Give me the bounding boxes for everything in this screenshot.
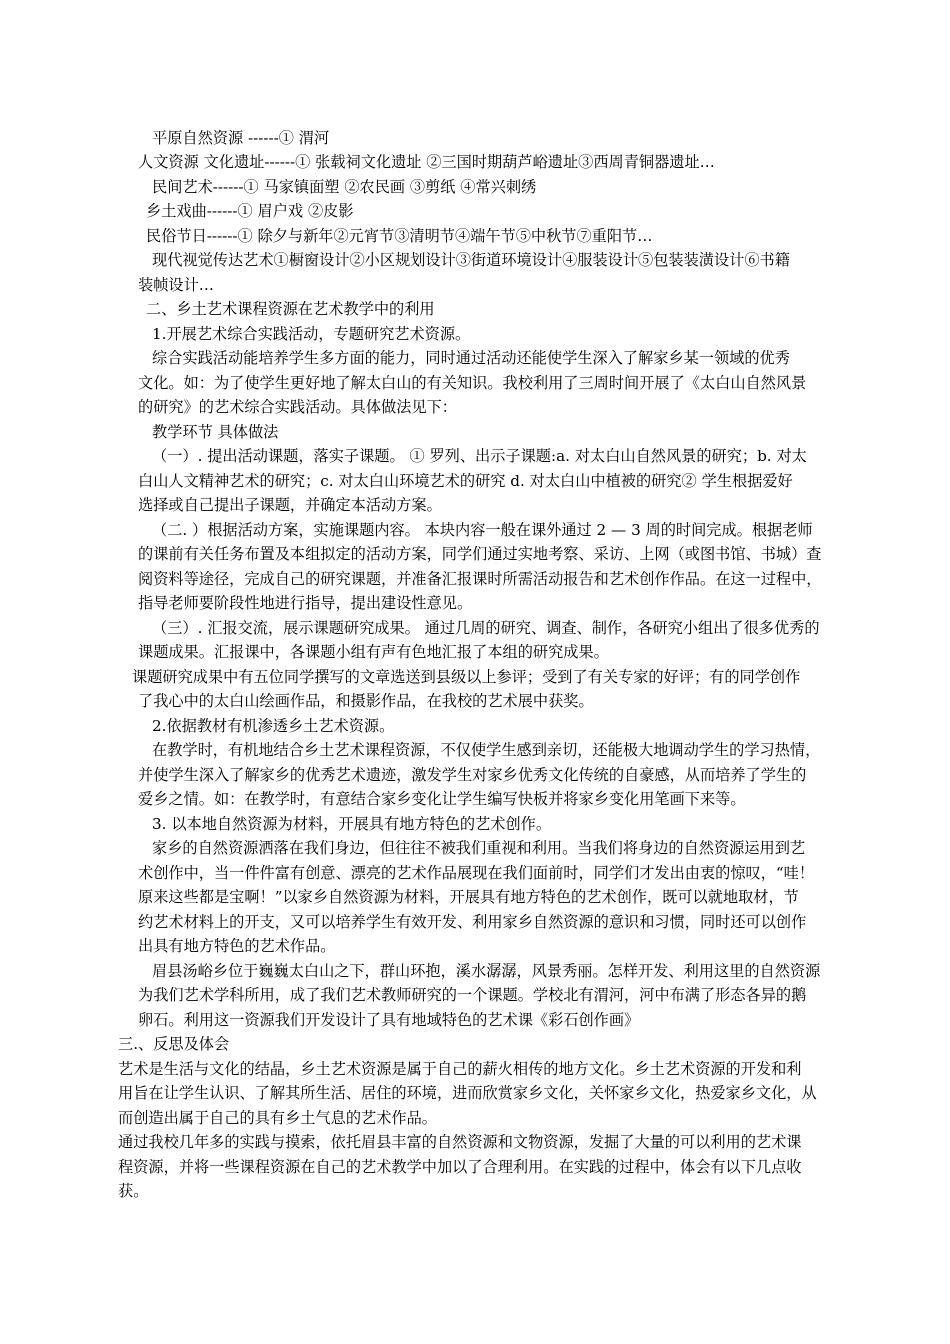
- text-line: 白山人文精神艺术的研究；c. 对太白山环境艺术的研究 d. 对太白山中植被的研究② 学生根据爱好: [138, 472, 793, 490]
- text-line: 家乡的自然资源洒落在我们身边，但往往不被我们重视和利用。当我们将身边的自然资源运用到艺: [152, 839, 806, 857]
- text-line: 的课前有关任务布置及本组拟定的活动方案，同学们通过实地考察、采访、上网（或图书馆、书城）查: [138, 545, 822, 563]
- subsection-heading: 3. 以本地自然资源为材料，开展具有地方特色的艺术创作。: [152, 815, 552, 833]
- text-line: 约艺术材料上的开支，又可以培养学生有效开发、利用家乡自然资源的意识和习惯，同时还可以创作: [138, 913, 807, 931]
- text-line: 通过我校几年多的实践与摸索，依托眉县丰富的自然资源和文物资源，发掘了大量的可以利用的艺术课: [118, 1133, 802, 1151]
- text-line: 平原自然资源 ------① 渭河: [152, 129, 330, 147]
- text-line: 民俗节日------① 除夕与新年②元宵节③清明节④端午节⑤中秋节⑦重阳节…: [146, 227, 653, 245]
- text-line: 卵石。利用这一资源我们开发设计了具有地域特色的艺术课《彩石创作画》: [138, 1011, 640, 1029]
- text-line: 程资源，并将一些课程资源在自己的艺术教学中加以了合理利用。在实践的过程中，体会有以下几点收: [118, 1158, 802, 1176]
- text-line: 用旨在让学生认识、了解其所生活、居住的环境，进而欣赏家乡文化，关怀家乡文化，热爱家乡文化，从: [118, 1084, 817, 1102]
- text-line: 综合实践活动能培养学生多方面的能力，同时通过活动还能使学生深入了解家乡某一领域的优秀: [152, 349, 790, 367]
- text-line: 艺术是生活与文化的结晶，乡土艺术资源是属于自己的薪火相传的地方文化。乡土艺术资源的开发和利: [118, 1060, 802, 1078]
- text-line: 装帧设计…: [138, 276, 214, 294]
- text-line: 乡土戏曲------① 眉户戏 ②皮影: [146, 202, 354, 220]
- text-line: （二. ）根据活动方案，实施课题内容。 本块内容一般在课外通过 2 — 3 周的时间完成。根据老师: [152, 521, 813, 539]
- text-line: 人文资源 文化遗址------① 张载祠文化遗址 ②三国时期葫芦峪遗址③西周青铜器遗址…: [138, 153, 715, 171]
- section-heading: 三.、反思及体会: [118, 1035, 230, 1053]
- text-line: 现代视觉传达艺术①橱窗设计②小区规划设计③街道环境设计④服装设计⑤包装装潢设计⑥书籍: [152, 251, 790, 269]
- text-line: 并使学生深入了解家乡的优秀艺术遗迹，激发学生对家乡优秀文化传统的自豪感，从而培养了学生的: [138, 766, 807, 784]
- table-header: 教学环节 具体做法: [152, 423, 279, 441]
- section-heading: 二、乡土艺术课程资源在艺术教学中的利用: [146, 300, 435, 318]
- text-line: 在教学时，有机地结合乡土艺术课程资源，不仅使学生感到亲切，还能极大地调动学生的学习热情，: [152, 741, 821, 759]
- text-line: 民间艺术------① 马家镇面塑 ②农民画 ③剪纸 ④常兴刺绣: [152, 178, 537, 196]
- text-line: 指导老师要阶段性地进行指导，提出建设性意见。: [138, 594, 473, 612]
- subsection-heading: 2.依据教材有机渗透乡土艺术资源。: [152, 717, 395, 735]
- text-line: 为我们艺术学科所用，成了我们艺术教师研究的一个课题。学校北有渭河，河中布满了形态各异的鹅: [138, 986, 807, 1004]
- text-line: 文化。如：为了使学生更好地了解太白山的有关知识。我校利用了三周时间开展了《太白山自然风景: [138, 374, 807, 392]
- text-line: 爱乡之情。如：在教学时，有意结合家乡变化让学生编写快板并将家乡变化用笔画下来等。: [138, 790, 746, 808]
- text-line: 课题研究成果中有五位同学撰写的文章选送到县级以上参评；受到了有关专家的好评；有的同学创作: [132, 668, 801, 686]
- text-line: 原来这些都是宝啊！”以家乡自然资源为材料，开展具有地方特色的艺术创作，既可以就地取材，节: [138, 888, 799, 906]
- text-line: 眉县汤峪乡位于巍巍太白山之下，群山环抱，溪水潺潺，风景秀丽。怎样开发、利用这里的自然资源: [152, 962, 821, 980]
- text-line: 的研究》的艺术综合实践活动。具体做法见下：: [138, 398, 457, 416]
- text-line: 而创造出属于自己的具有乡土气息的艺术作品。: [118, 1109, 437, 1127]
- text-line: 了我心中的太白山绘画作品，和摄影作品，在我校的艺术展中获奖。: [138, 692, 594, 710]
- text-line: 选择或自己提出子课题，并确定本活动方案。: [138, 496, 442, 514]
- text-line: 阅资料等途径，完成自己的研究课题，并准备汇报课时所需活动报告和艺术创作作品。在这一过程中，: [138, 570, 822, 588]
- text-line: 课题成果。汇报课中，各课题小组有声有色地汇报了本组的研究成果。: [138, 643, 609, 661]
- text-line: （三）. 汇报交流，展示课题研究成果。 通过几周的研究、调查、制作，各研究小组出了很多优秀的: [152, 619, 820, 637]
- text-line: 术创作中，当一件件富有创意、漂亮的艺术作品展现在我们面前时，同学们才发出由衷的惊叹，“哇！: [138, 864, 815, 882]
- subsection-heading: 1.开展艺术综合实践活动，专题研究艺术资源。: [152, 325, 471, 343]
- text-line: 获。: [118, 1182, 149, 1200]
- text-line: 出具有地方特色的艺术作品。: [138, 937, 336, 955]
- text-line: （一）. 提出活动课题，落实子课题。 ① 罗列、出示子课题:a. 对太白山自然风景的研究；b. 对太: [152, 447, 807, 465]
